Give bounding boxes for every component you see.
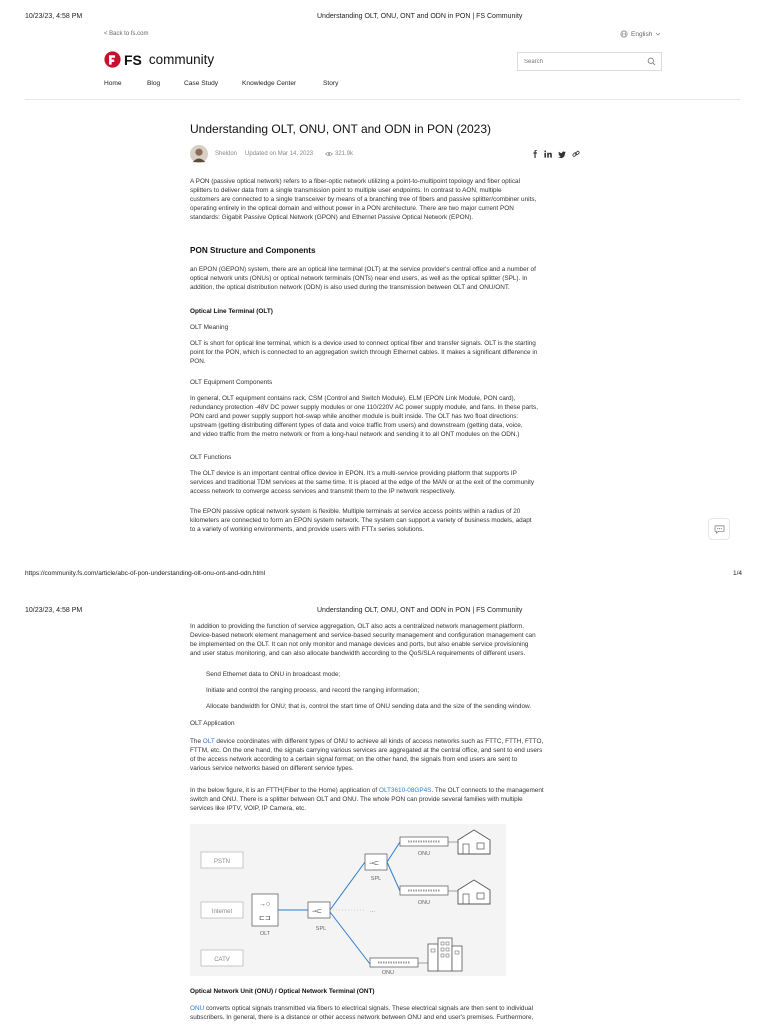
olt-functions-line: to a variety of working environments, and provide users with FTTx series solutions. — [190, 526, 425, 534]
olt-management-line: be implemented on the OLT. It can not only monitor and manage devices and ports, but also enable service provisioning — [190, 641, 529, 649]
back-to-fs-link[interactable]: < Back to fs.com — [104, 31, 149, 37]
olt-management-line: In addition to providing the function of service aggregation, OLT also acts a centralized network management platform. — [190, 623, 525, 630]
search-box[interactable] — [517, 52, 662, 71]
logo-word: community — [148, 52, 215, 67]
catv-label: CATV — [214, 957, 230, 963]
spl-label-0: SPL — [370, 876, 382, 882]
olt-management-line: and user status monitoring, and can also allocate bandwidth according to the QoS/SLA requirements of different users. — [190, 650, 526, 658]
app-line: various service networks based on different service types. — [190, 765, 354, 773]
olt-functions-label: OLT Functions — [190, 454, 232, 461]
fs-logo-icon — [104, 51, 121, 68]
olt-components-label: OLT Equipment Components — [190, 379, 273, 386]
globe-icon — [620, 30, 628, 38]
print-title: Understanding OLT, ONU, ONT and ODN in PON | FS Community — [317, 13, 523, 20]
olt-components-line: In general, OLT equipment contains rack, CSM (Control and Switch Module), ELM (EPON Link Module, PON card), — [190, 395, 516, 402]
dots-label: ... — [370, 908, 376, 914]
print-header-2 — [0, 604, 768, 618]
pstn-label: PSTN — [213, 859, 231, 865]
pon-structure-paragraph — [190, 265, 580, 292]
article-title: Understanding OLT, ONU, ONT and ODN in PON (2023) — [190, 122, 492, 136]
print-timestamp: 10/23/23, 4:58 PM — [25, 607, 83, 614]
pon-line: optical network units (ONUs) or optical network terminals (ONTs) near end users, as well as the optical splitter (SPL). In — [190, 275, 528, 283]
bullet-item: Initiate and control the ranging process, and record the ranging information; — [206, 687, 420, 694]
svg-text:→○: →○ — [259, 901, 271, 908]
olt-components-line: redundancy protection -48V DC power supply modules or one 110/220V AC power supply module, and fans. In these parts, — [190, 404, 539, 412]
chat-icon — [714, 525, 725, 534]
olt-meaning-paragraph — [190, 339, 580, 366]
olt-functions-line: kilometers are connected to form an EPON system network. The system can support a variety of business models, adapt — [190, 517, 532, 525]
figure-text-before: In the below figure, it is an FTTH(Fiber to the Home) application of — [190, 787, 379, 794]
olt-meaning-label: OLT Meaning — [190, 324, 229, 331]
search-input[interactable] — [524, 56, 634, 67]
chevron-down-icon — [655, 31, 661, 37]
search-icon[interactable] — [647, 57, 656, 66]
olt-components-line: and video traffic from the metro network or from a long-haul network and sending it to all ONT modules on the ODN.) — [190, 431, 520, 439]
olt-functions-line: access network to converge access services and transmit them to the IP network respectively. — [190, 488, 456, 496]
onu-line: subscribers. In general, there is a distance or other access network between ONU and end user's premises. Furthermore, — [190, 1014, 534, 1022]
olt-meaning-line: point for the PON, which is connected to an aggregation switch through Ethernet cables. It makes a significant difference in — [190, 349, 538, 357]
app-line-first — [190, 737, 590, 746]
internet-label: Internet — [211, 909, 233, 915]
figure-intro-paragraph — [190, 786, 590, 813]
olt-functions-paragraph-2 — [190, 507, 580, 534]
language-selector[interactable] — [620, 30, 661, 38]
author-row — [190, 145, 580, 163]
olt-meaning-line: OLT is short for optical line terminal, which is a device used to connect optical fiber and transfer signals. OLT is the starting — [190, 340, 536, 347]
intro-line: splitters to deliver data from a single transmission point to multiple user endpoints. In contrast to AON, multiple — [190, 187, 502, 195]
pon-line: addition, the optical distribution network (ODN) is also used during the transmission between OLT and ONU/ONT. — [190, 284, 510, 292]
onu-heading: Optical Network Unit (ONU) / Optical Network Terminal (ONT) — [190, 988, 375, 995]
updated-date: Updated on Mar 14, 2023 — [245, 151, 314, 157]
print-url: https://community.fs.com/article/abc-of-pon-understanding-olt-onu-ont-and-odn.html — [25, 570, 266, 577]
chat-float-button[interactable] — [708, 518, 730, 540]
facebook-icon[interactable] — [532, 150, 538, 158]
twitter-icon[interactable] — [558, 151, 566, 158]
svg-text:⊏⊐: ⊏⊐ — [259, 915, 271, 922]
onu-link[interactable]: ONU — [190, 1005, 205, 1012]
author-name[interactable]: Sheldon — [215, 151, 238, 157]
logo[interactable] — [104, 51, 214, 68]
ftth-diagram — [190, 824, 506, 976]
bullet-item: Send Ethernet data to ONU in broadcast mode; — [206, 671, 341, 678]
olt3610-link[interactable]: OLT3610-08GP4S — [378, 787, 432, 794]
intro-paragraph — [190, 177, 580, 222]
olt-components-paragraph — [190, 394, 580, 439]
share-icons — [532, 150, 580, 158]
olt-application-paragraph — [190, 737, 590, 773]
onu-label-2: ONU — [417, 900, 431, 906]
print-page-number: 1/4 — [733, 570, 743, 577]
section-heading-pon-structure: PON Structure and Components — [190, 246, 316, 255]
olt-heading: Optical Line Terminal (OLT) — [190, 308, 273, 315]
intro-line: customers are connected to a single transceiver by means of a branching tree of fibers and passive splitter/combiner units, — [190, 196, 537, 204]
language-label: English — [631, 30, 653, 38]
olt-functions-line: The OLT device is an important central office device in EPON. It's a multi-service providing platform that supports IP — [190, 470, 517, 477]
avatar[interactable] — [190, 145, 208, 163]
olt-link[interactable]: OLT — [202, 738, 215, 745]
onu-text-after: converts optical signals transmitted via fibers to electrical signals. These electrical signals are then sent to individual — [204, 1005, 534, 1012]
olt-meaning-line: PON. — [190, 358, 206, 366]
nav-case-study[interactable]: Case Study — [184, 80, 219, 87]
olt-functions-paragraph-1 — [190, 469, 580, 496]
linkedin-icon[interactable] — [544, 150, 552, 158]
eye-icon — [325, 151, 333, 157]
svg-text:⊸⊏: ⊸⊏ — [312, 909, 323, 915]
spl-label-1: SPL — [315, 926, 327, 932]
app-line: of the access network according to a certain signal format; on the other hand, the signals from end users are sent to — [190, 756, 518, 764]
app-text-after: device coordinates with different types of ONU to achieve all kinds of access networks such as FTTC, FTTH, FTTO, — [214, 738, 544, 745]
print-footer-1 — [0, 570, 768, 580]
intro-line: operating entirely in the optical domain and without power in a PON architecture. There are two major current PON — [190, 205, 514, 213]
olt-components-line: upstream (getting distributing different types of data and voice traffic from users) and downstream (getting data, voice, — [190, 422, 523, 430]
nav-knowledge-center[interactable]: Knowledge Center — [242, 80, 297, 87]
onu-label-1: ONU — [417, 851, 431, 857]
onu-paragraph — [190, 1004, 590, 1022]
nav-home[interactable]: Home — [104, 80, 122, 87]
olt-components-line: PON card and power supply support hot-swap while another module is built inside. The OLT has two float directions: — [190, 413, 519, 421]
intro-line: standards: Gigabit Passive Optical Network (GPON) and Ethernet Passive Optical Network (EPON). — [190, 214, 474, 222]
print-timestamp: 10/23/23, 4:58 PM — [25, 13, 83, 20]
bullet-item: Allocate bandwidth for ONU; that is, control the start time of ONU sending data and the size of the sending window. — [206, 703, 532, 710]
olt-management-paragraph — [190, 622, 580, 658]
figure-line: services like IPTV, VOIP, IP Camera, etc. — [190, 805, 307, 813]
view-count: 321.9k — [335, 151, 354, 157]
print-header-1 — [0, 10, 768, 24]
figure-line: switch and ONU. There is a splitter between OLT and ONU. The whole PON can provide several families with multiple — [190, 796, 523, 804]
olt-functions-line: The EPON passive optical network system is flexible. Multiple terminals at service access points within a radius of 20 — [190, 508, 521, 515]
pon-line: an EPON (GEPON) system, there are an optical line terminal (OLT) at the service provider's central office and a number of — [190, 266, 536, 273]
olt-application-label: OLT Application — [190, 720, 235, 727]
figure-text-after: . The OLT connects to the management — [431, 787, 544, 794]
logo-brand: FS — [124, 51, 142, 68]
onu-line-first — [190, 1004, 590, 1013]
olt-label: OLT — [259, 931, 271, 937]
intro-line: A PON (passive optical network) refers to a fiber-optic network utilizing a point-to-multipoint topology and fiber optical — [190, 178, 520, 185]
onu-label-3: ONU — [381, 970, 395, 976]
header-divider — [25, 99, 740, 100]
nav-story[interactable]: Story — [323, 80, 339, 87]
nav-blog[interactable]: Blog — [147, 80, 161, 87]
olt-management-line: Device-based network element management and service-based security management and configuration management can — [190, 632, 536, 640]
print-title: Understanding OLT, ONU, ONT and ODN in PON | FS Community — [317, 607, 523, 614]
link-icon[interactable] — [572, 150, 580, 158]
figure-line-first — [190, 786, 590, 795]
svg-text:⊸⊏: ⊸⊏ — [369, 861, 380, 867]
app-text-before: The — [190, 738, 203, 745]
app-line: FTTM, etc. On the one hand, the signals carrying various services are aggregated at the central office, and sent to end users — [190, 747, 543, 755]
olt-functions-line: services and traditional TDM services at the same time. It is placed at the edge of the MAN or at the exit of the community — [190, 479, 535, 487]
